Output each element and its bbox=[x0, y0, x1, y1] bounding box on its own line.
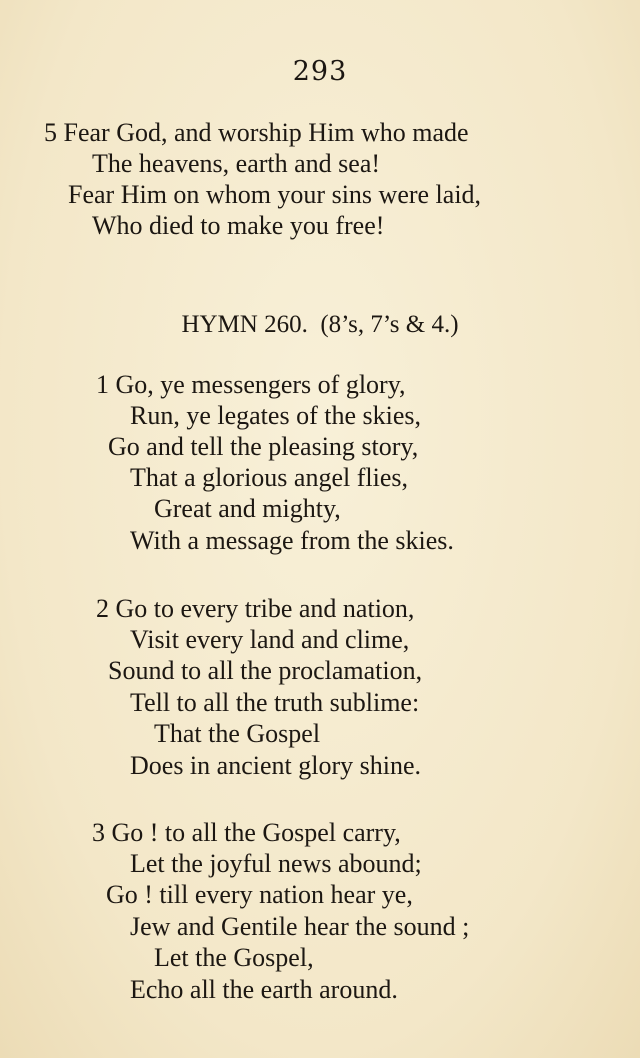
stanza-line: Fear Him on whom your sins were laid, bbox=[68, 180, 482, 209]
stanza-line: 2 Go to every tribe and nation, bbox=[96, 594, 415, 623]
hymn-meter: (8’s, 7’s & 4.) bbox=[320, 311, 459, 338]
stanza-line: The heavens, earth and sea! bbox=[92, 149, 381, 178]
stanza-line: 3 Go ! to all the Gospel carry, bbox=[92, 818, 401, 847]
stanza-line: Let the joyful news abound; bbox=[130, 849, 422, 878]
stanza-line: Does in ancient glory shine. bbox=[130, 751, 421, 780]
stanza-line: Run, ye legates of the skies, bbox=[130, 401, 421, 430]
stanza-line: Sound to all the proclamation, bbox=[108, 656, 423, 685]
stanza-line: 1 Go, ye messengers of glory, bbox=[96, 370, 406, 399]
stanza-line: Who died to make you free! bbox=[92, 211, 385, 240]
stanza-line: Great and mighty, bbox=[154, 494, 341, 523]
stanza-line: Let the Gospel, bbox=[154, 943, 314, 972]
stanza-line: Echo all the earth around. bbox=[130, 975, 398, 1004]
stanza-line: That the Gospel bbox=[154, 719, 321, 748]
stanza-line: Tell to all the truth sublime: bbox=[130, 688, 420, 717]
stanza-line: Jew and Gentile hear the sound ; bbox=[130, 912, 470, 941]
stanza-line: Go and tell the pleasing story, bbox=[108, 432, 419, 461]
hymn-title: HYMN 260. bbox=[181, 311, 308, 338]
page-number: 293 bbox=[292, 56, 348, 87]
stanza-line: That a glorious angel flies, bbox=[130, 463, 408, 492]
stanza-line: 5 Fear God, and worship Him who made bbox=[44, 118, 469, 147]
stanza-line: Visit every land and clime, bbox=[130, 625, 410, 654]
stanza-line: Go ! till every nation hear ye, bbox=[106, 880, 413, 909]
hymn-header bbox=[0, 311, 640, 339]
stanza-line: With a message from the skies. bbox=[130, 526, 454, 555]
